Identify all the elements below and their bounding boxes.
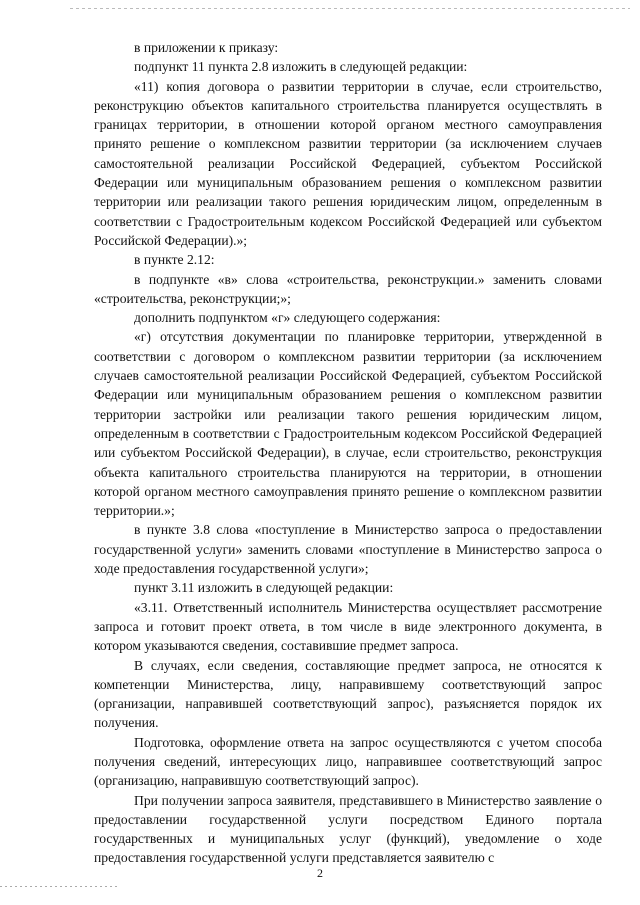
scan-edge-top [70,8,630,9]
paragraph: в приложении к приказу: [134,40,279,55]
paragraph: в пункте 2.12: [134,252,215,268]
paragraph: Подготовка, оформление ответа на запрос осуществляются с учетом способа получения сведений, интересующих лицо, направившее соответствующий запрос (организацию, направившую соответствующий запрос). [94,734,602,789]
paragraph: дополнить подпунктом «г» следующего содержания: [134,310,441,326]
paragraph: в пункте 3.8 слова «поступление в Министерство запроса о предоставлении государственной услуги» заменить словами «поступление в Министерство запроса о ходе предоставления государственной услуги»; [94,522,602,577]
page-number: 2 [317,866,323,880]
paragraph: подпункт 11 пункта 2.8 изложить в следующей редакции: [134,59,468,75]
paragraph: «3.11. Ответственный исполнитель Министерства осуществляет рассмотрение запроса и готовит проект ответа, в том числе в виде электронного документа, в котором указываются сведения, составившие предмет запроса. [94,599,602,654]
paragraph: «г) отсутствия документации по планировке территории, утвержденной в соответствии с договором о комплексном развитии территории (за исключением случаев самостоятельной реализации Российской Федерацией, субъектом Российской Федерации или муниципальным образованием решения о комплексном развитии территории застройки или реализации такого решения юридическим лицом, определенным в соответствии с Градостроительным кодексом Российской Федерацией или субъектом Российской Федерации), в случае, если строительство, реконструкция объекта капитального строительства планируются на территории, в отношении которой органом местного самоуправления принято решение о комплексном развитии территории.»; [94,329,602,519]
document-page [94,38,602,868]
paragraph: При получении запроса заявителя, представившего в Министерство заявление о предоставлении государственной услуги посредством Единого портала государственных и муниципальных услуг (функций), уведомление о ходе предоставления государственной услуги представляется заявителю с [94,792,602,866]
paragraph: в подпункте «в» слова «строительства, реконструкции.» заменить словами «строительства, реконструкции;»; [94,271,602,306]
paragraph: пункт 3.11 изложить в следующей редакции: [134,580,394,596]
scan-edge-bottom [0,886,120,887]
paragraph: «11) копия договора о развитии территории в случае, если строительство, реконструкцию объектов капитального строительства планируется осуществлять в границах территории, в отношении которой органом местного самоуправления принято решение о комплексном развитии территории (за исключением случаев самостоятельной реализации Российской Федерацией, субъектом Российской Федерации или муниципальным образованием решения о комплексном развитии территории или реализации такого решения юридическим лицом, определенным в соответствии с Градостроительным кодексом Российской Федерацией или субъектом Российской Федерации).»; [94,78,602,248]
paragraph: В случаях, если сведения, составляющие предмет запроса, не относятся к компетенции Министерства, лицу, направившему соответствующий запрос (организации, направившей соответствующий запрос), разъясняется порядок их получения. [94,657,602,731]
